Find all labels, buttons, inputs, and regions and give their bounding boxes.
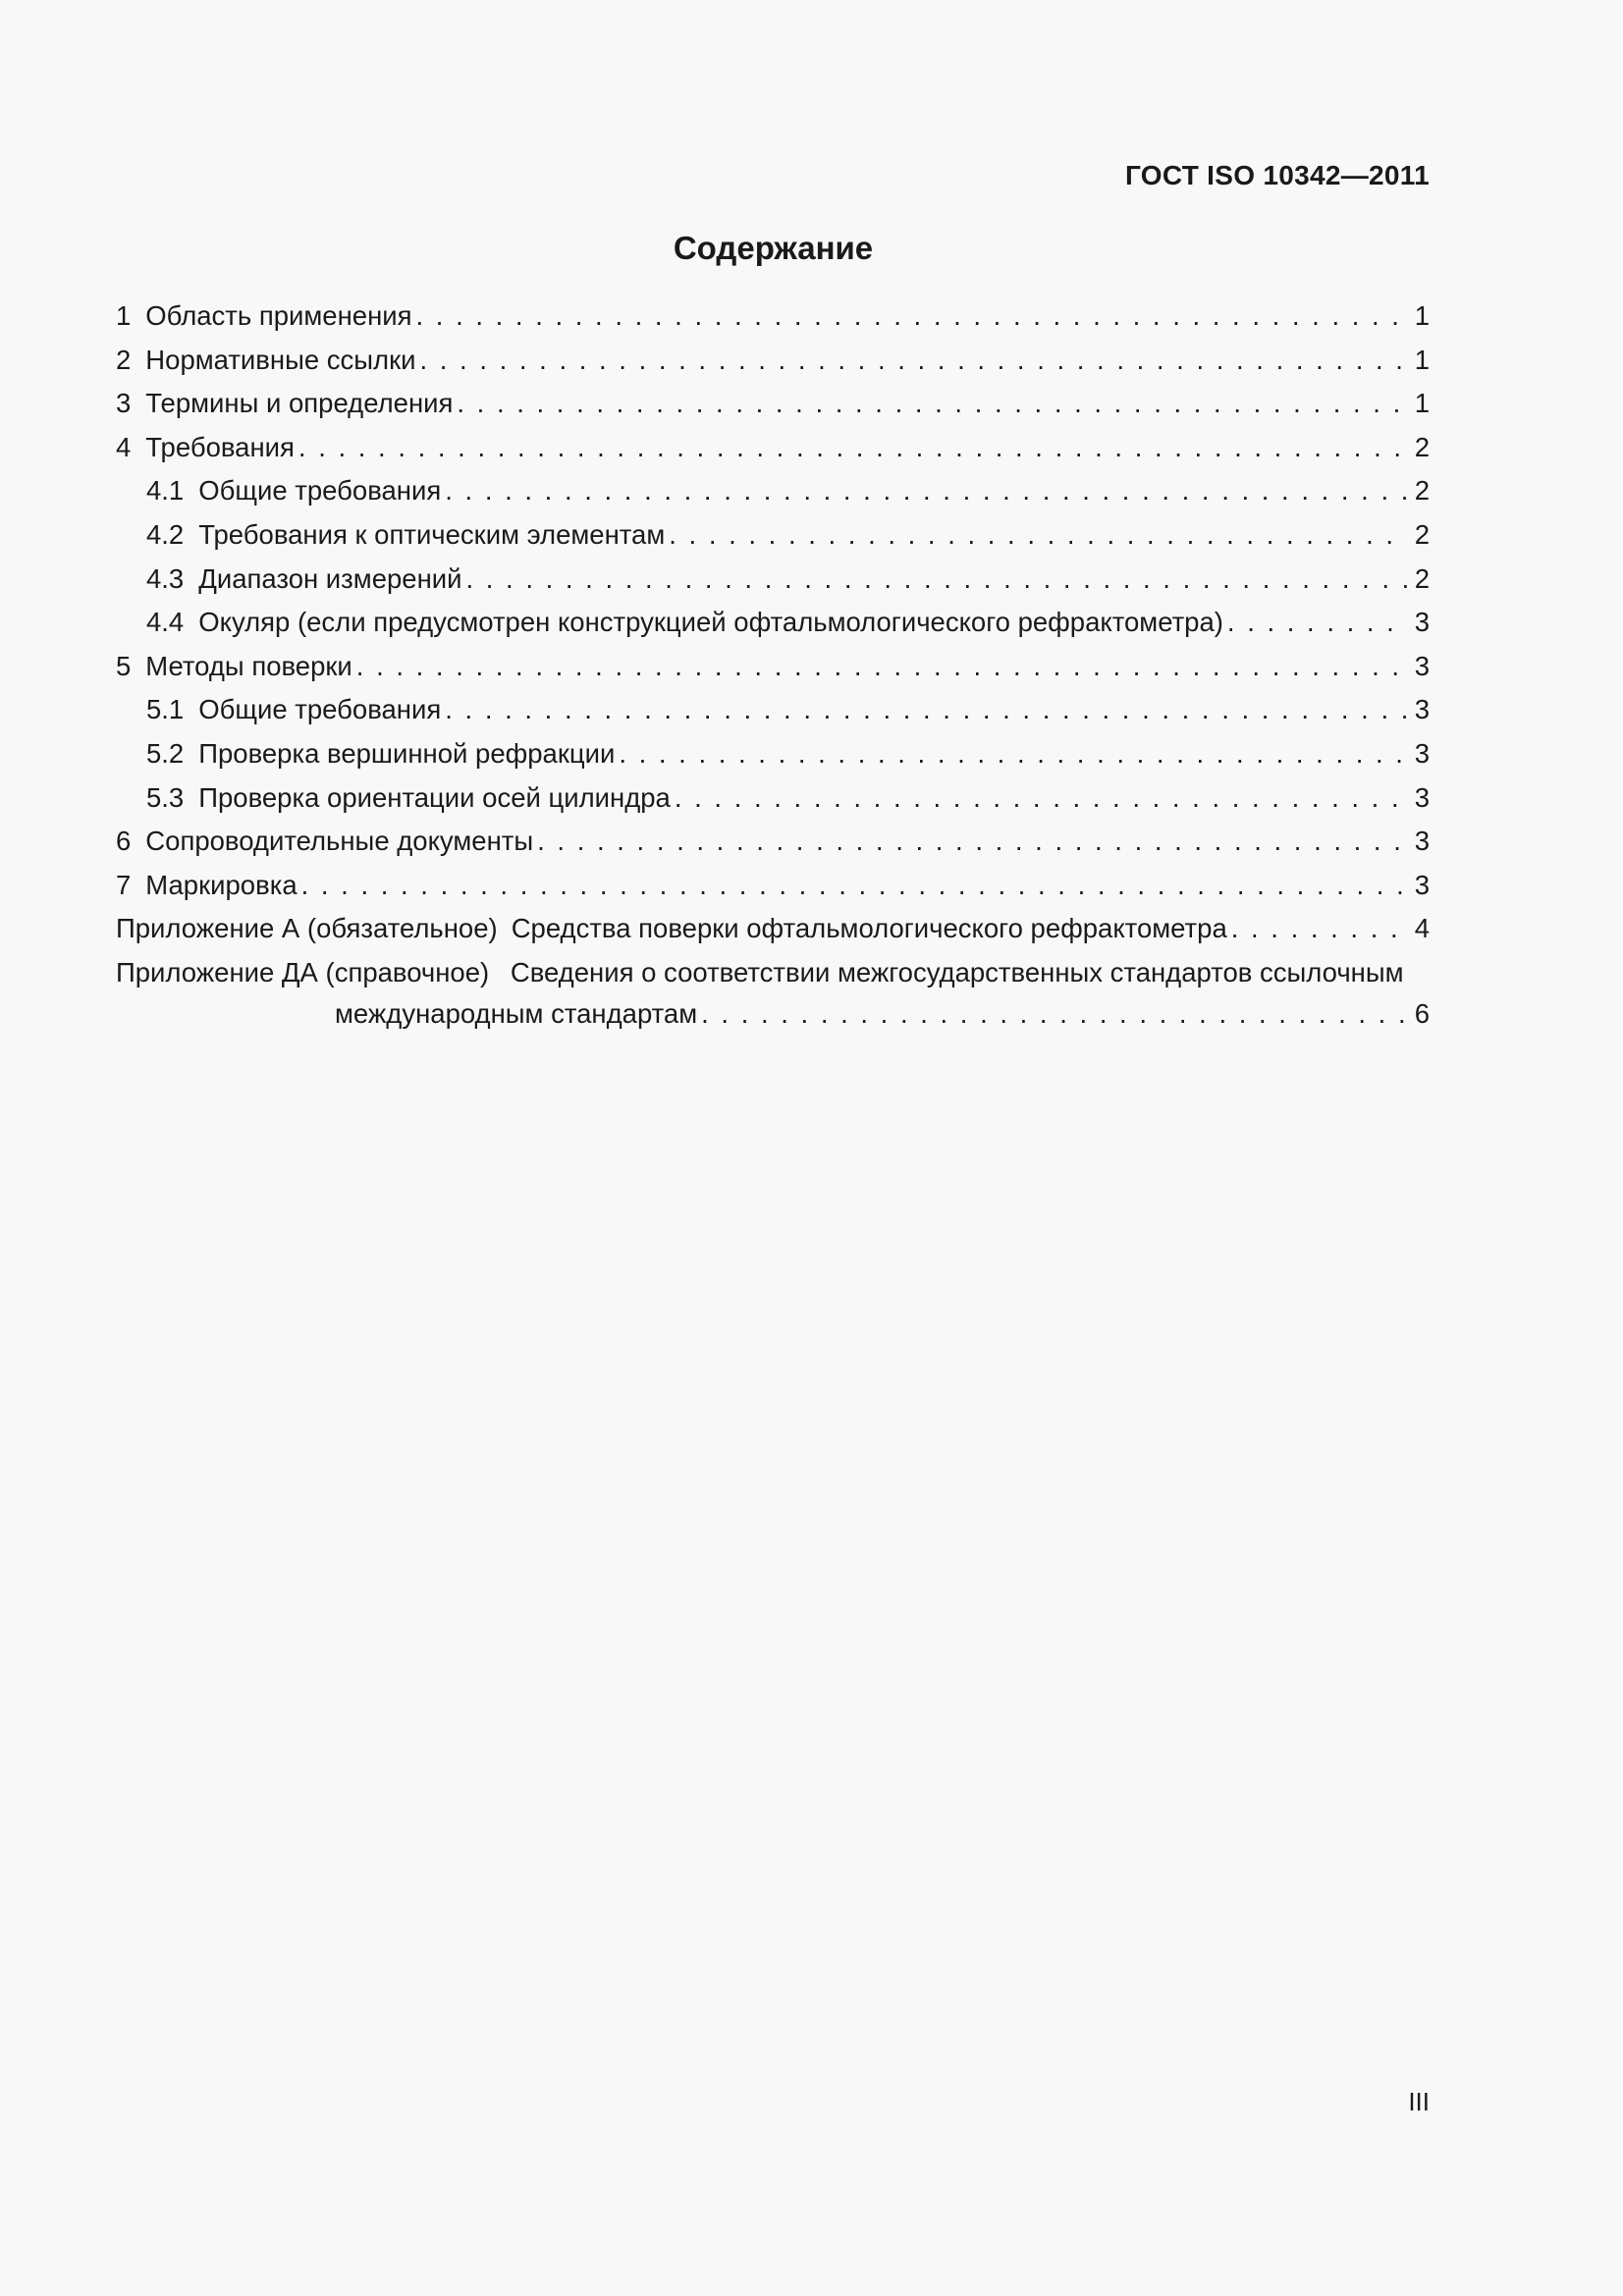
toc-section-title: Термины и определения: [145, 388, 454, 419]
toc-entry[interactable]: [116, 339, 1430, 383]
dot-leader: [461, 558, 1408, 602]
dot-leader: [295, 426, 1408, 470]
toc-annex-a[interactable]: [116, 907, 1430, 951]
toc-section-number: 1: [116, 300, 132, 331]
toc-page-number: 3: [1414, 607, 1430, 638]
toc-entries: [116, 294, 1430, 907]
toc-section-number: 5.1: [146, 694, 185, 725]
dot-leader: [441, 469, 1408, 513]
toc-section-title: Проверка вершинной рефракции: [198, 737, 616, 769]
toc-heading: Содержание: [673, 230, 874, 266]
dot-leader: [671, 776, 1408, 821]
toc-section-title: Нормативные ссылки: [145, 344, 416, 375]
annex-title-line1: Сведения о соответствии межгосударственных стандартов ссылочным: [510, 956, 1404, 988]
dot-leader: [1223, 601, 1408, 645]
toc-section-number: 6: [116, 826, 132, 857]
toc-page-number: 2: [1414, 475, 1430, 507]
toc-entry[interactable]: [116, 688, 1430, 732]
toc-page-number: 1: [1414, 388, 1430, 419]
toc-section-title: Требования: [145, 431, 295, 462]
dot-leader: [298, 864, 1408, 908]
dot-leader: [352, 645, 1408, 689]
toc-section-title: Окуляр (если предусмотрен конструкцией офтальмологического рефрактометра): [198, 607, 1223, 638]
toc-section-number: 4.1: [146, 475, 185, 507]
toc-page-number: 3: [1414, 781, 1430, 813]
toc-entry[interactable]: [116, 294, 1430, 339]
toc-section-title: Проверка ориентации осей цилиндра: [198, 781, 671, 813]
toc-entry[interactable]: [116, 645, 1430, 689]
toc-section-number: 3: [116, 388, 132, 419]
toc-section-title: Сопроводительные документы: [145, 826, 534, 857]
toc-entry[interactable]: [116, 820, 1430, 864]
toc-page-number: 3: [1414, 869, 1430, 900]
toc-section-number: 4.3: [146, 562, 185, 594]
toc-section-number: 2: [116, 344, 132, 375]
toc-entry[interactable]: [116, 864, 1430, 908]
toc-section-number: 5.3: [146, 781, 185, 813]
toc-entry[interactable]: [116, 732, 1430, 776]
toc-section-number: 5: [116, 650, 132, 681]
dot-leader: [416, 339, 1409, 383]
table-of-contents: [116, 294, 1430, 1033]
toc-page-number: 2: [1414, 431, 1430, 462]
toc-section-title: Методы поверки: [145, 650, 352, 681]
toc-page-number: 3: [1414, 826, 1430, 857]
toc-page-number: 3: [1414, 650, 1430, 681]
toc-entry[interactable]: [116, 382, 1430, 426]
toc-page-number: 2: [1414, 518, 1430, 550]
toc-entry[interactable]: [116, 776, 1430, 821]
toc-annex-da[interactable]: [116, 951, 1430, 1033]
toc-section-title: Область применения: [145, 300, 412, 331]
toc-section-number: 4.2: [146, 518, 185, 550]
annex-title-line2: международным стандартам: [335, 997, 698, 1029]
toc-section-title: Общие требования: [198, 475, 442, 507]
toc-page-number: 3: [1414, 694, 1430, 725]
page-number: III: [1408, 2087, 1430, 2116]
toc-page-number: 1: [1414, 344, 1430, 375]
toc-section-number: 5.2: [146, 737, 185, 769]
annex-title: Средства поверки офтальмологического рефрактометра: [511, 913, 1227, 944]
toc-section-title: Общие требования: [198, 694, 442, 725]
annex-label: Приложение А (обязательное): [116, 913, 498, 944]
toc-entry[interactable]: [116, 426, 1430, 470]
toc-section-number: 4.4: [146, 607, 185, 638]
toc-section-title: Диапазон измерений: [198, 562, 462, 594]
toc-entry[interactable]: [116, 558, 1430, 602]
toc-page-number: 6: [1414, 997, 1430, 1029]
annex-label: Приложение ДА (справочное): [116, 956, 490, 988]
toc-entry[interactable]: [116, 469, 1430, 513]
toc-page-number: 2: [1414, 562, 1430, 594]
dot-leader: [1227, 907, 1408, 951]
dot-leader: [697, 995, 1408, 1033]
toc-section-number: 4: [116, 431, 132, 462]
dot-leader: [453, 382, 1408, 426]
toc-page-number: 3: [1414, 737, 1430, 769]
toc-page-number: 4: [1414, 913, 1430, 944]
dot-leader: [412, 294, 1408, 339]
toc-page-number: 1: [1414, 300, 1430, 331]
dot-leader: [615, 732, 1408, 776]
toc-section-number: 7: [116, 869, 132, 900]
toc-entry[interactable]: [116, 513, 1430, 558]
dot-leader: [441, 688, 1408, 732]
toc-entry[interactable]: [116, 601, 1430, 645]
dot-leader: [665, 513, 1408, 558]
toc-section-title: Маркировка: [145, 869, 298, 900]
toc-section-title: Требования к оптическим элементам: [198, 518, 666, 550]
document-code: ГОСТ ISO 10342—2011: [1124, 160, 1430, 190]
dot-leader: [533, 820, 1408, 864]
